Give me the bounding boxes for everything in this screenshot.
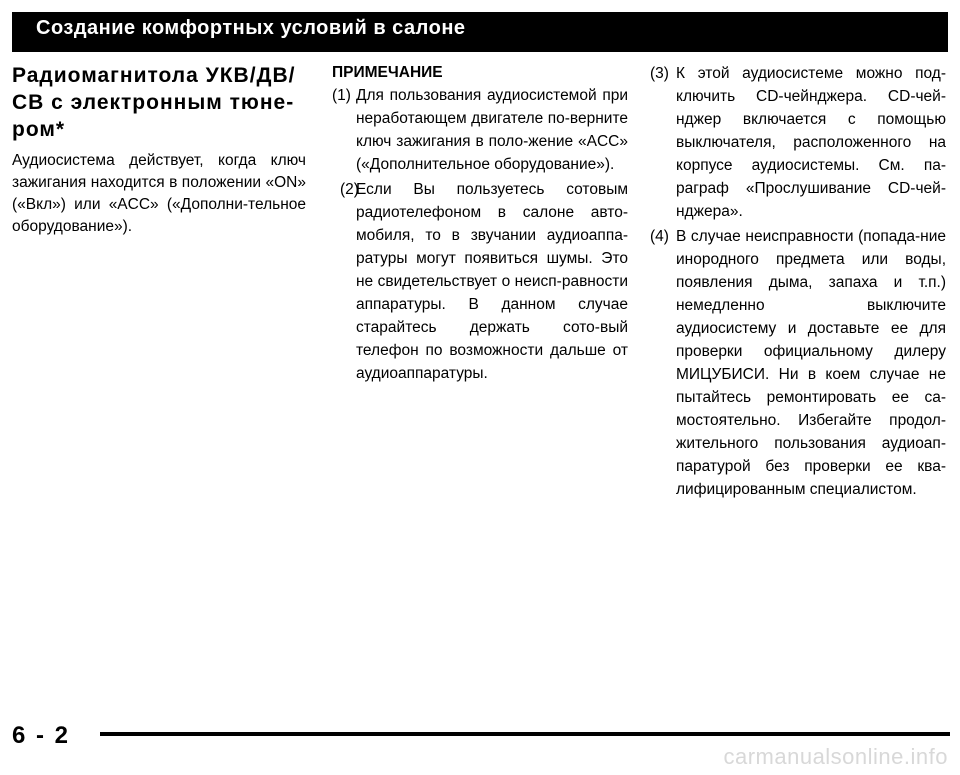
notes-title: ПРИМЕЧАНИЕ [332,64,443,81]
note-number: (4) [650,228,669,245]
note-item-4 [650,225,946,501]
section-body: Аудиосистема действует, когда ключ зажигания находится в положении «ON» («Вкл») или «ACC» («Дополни-тельное оборудование»). [12,152,306,235]
page-header-title: Создание комфортных условий в салоне [36,17,466,39]
note-item-3 [650,62,946,223]
note-text: В случае неисправности (попада-ние инородного предмета или воды, появления дыма, запаха и т.п.) немедленно выключите аудиосистему и доставьте ее для проверки официальному дилеру МИЦУБИСИ. Ни в коем случае не пытайтесь ремонтировать ее са-мостоятельно. Избегайте продол-жительного пользования аудиоап-паратурой без проверки ее ква-лифицированным специалистом. [676,228,946,498]
page-number: 6 - 2 [12,722,71,749]
note-item-2 [332,178,628,385]
note-number: (1) [332,87,351,104]
footer-divider [100,732,950,736]
note-number: (3) [650,65,669,82]
note-item-1 [332,84,628,176]
watermark: carmanualsonline.info [723,744,948,769]
section-heading: Радиомагнитола УКВ/ДВ/СВ с электронным тюне-ром* [12,64,296,141]
note-number: (2) [340,181,359,198]
note-text: Если Вы пользуетесь сотовым радиотелефоном в салоне авто-мобиля, то в звучании аудиоаппа-ратуры могут появиться шумы. Это не свидетельствует о неисп-равности аппаратуры. В данном случае старайтесь держать сото-вый телефон по возможности дальше от аудиоаппаратуры. [356,181,628,382]
note-text: К этой аудиосистеме можно под-ключить CD-чейнджера. CD-чей-нджер включается с помощью выключателя, расположенного на корпусе аудиосистемы. См. па-раграф «Прослушивание CD-чей-нджера». [676,65,946,220]
notes-column-1 [332,62,628,387]
note-text: Для пользования аудиосистемой при неработающем двигателе по-верните ключ зажигания в поло-жение «ACC» («Дополнительное оборудование»). [356,87,628,173]
notes-column-2 [650,62,946,503]
